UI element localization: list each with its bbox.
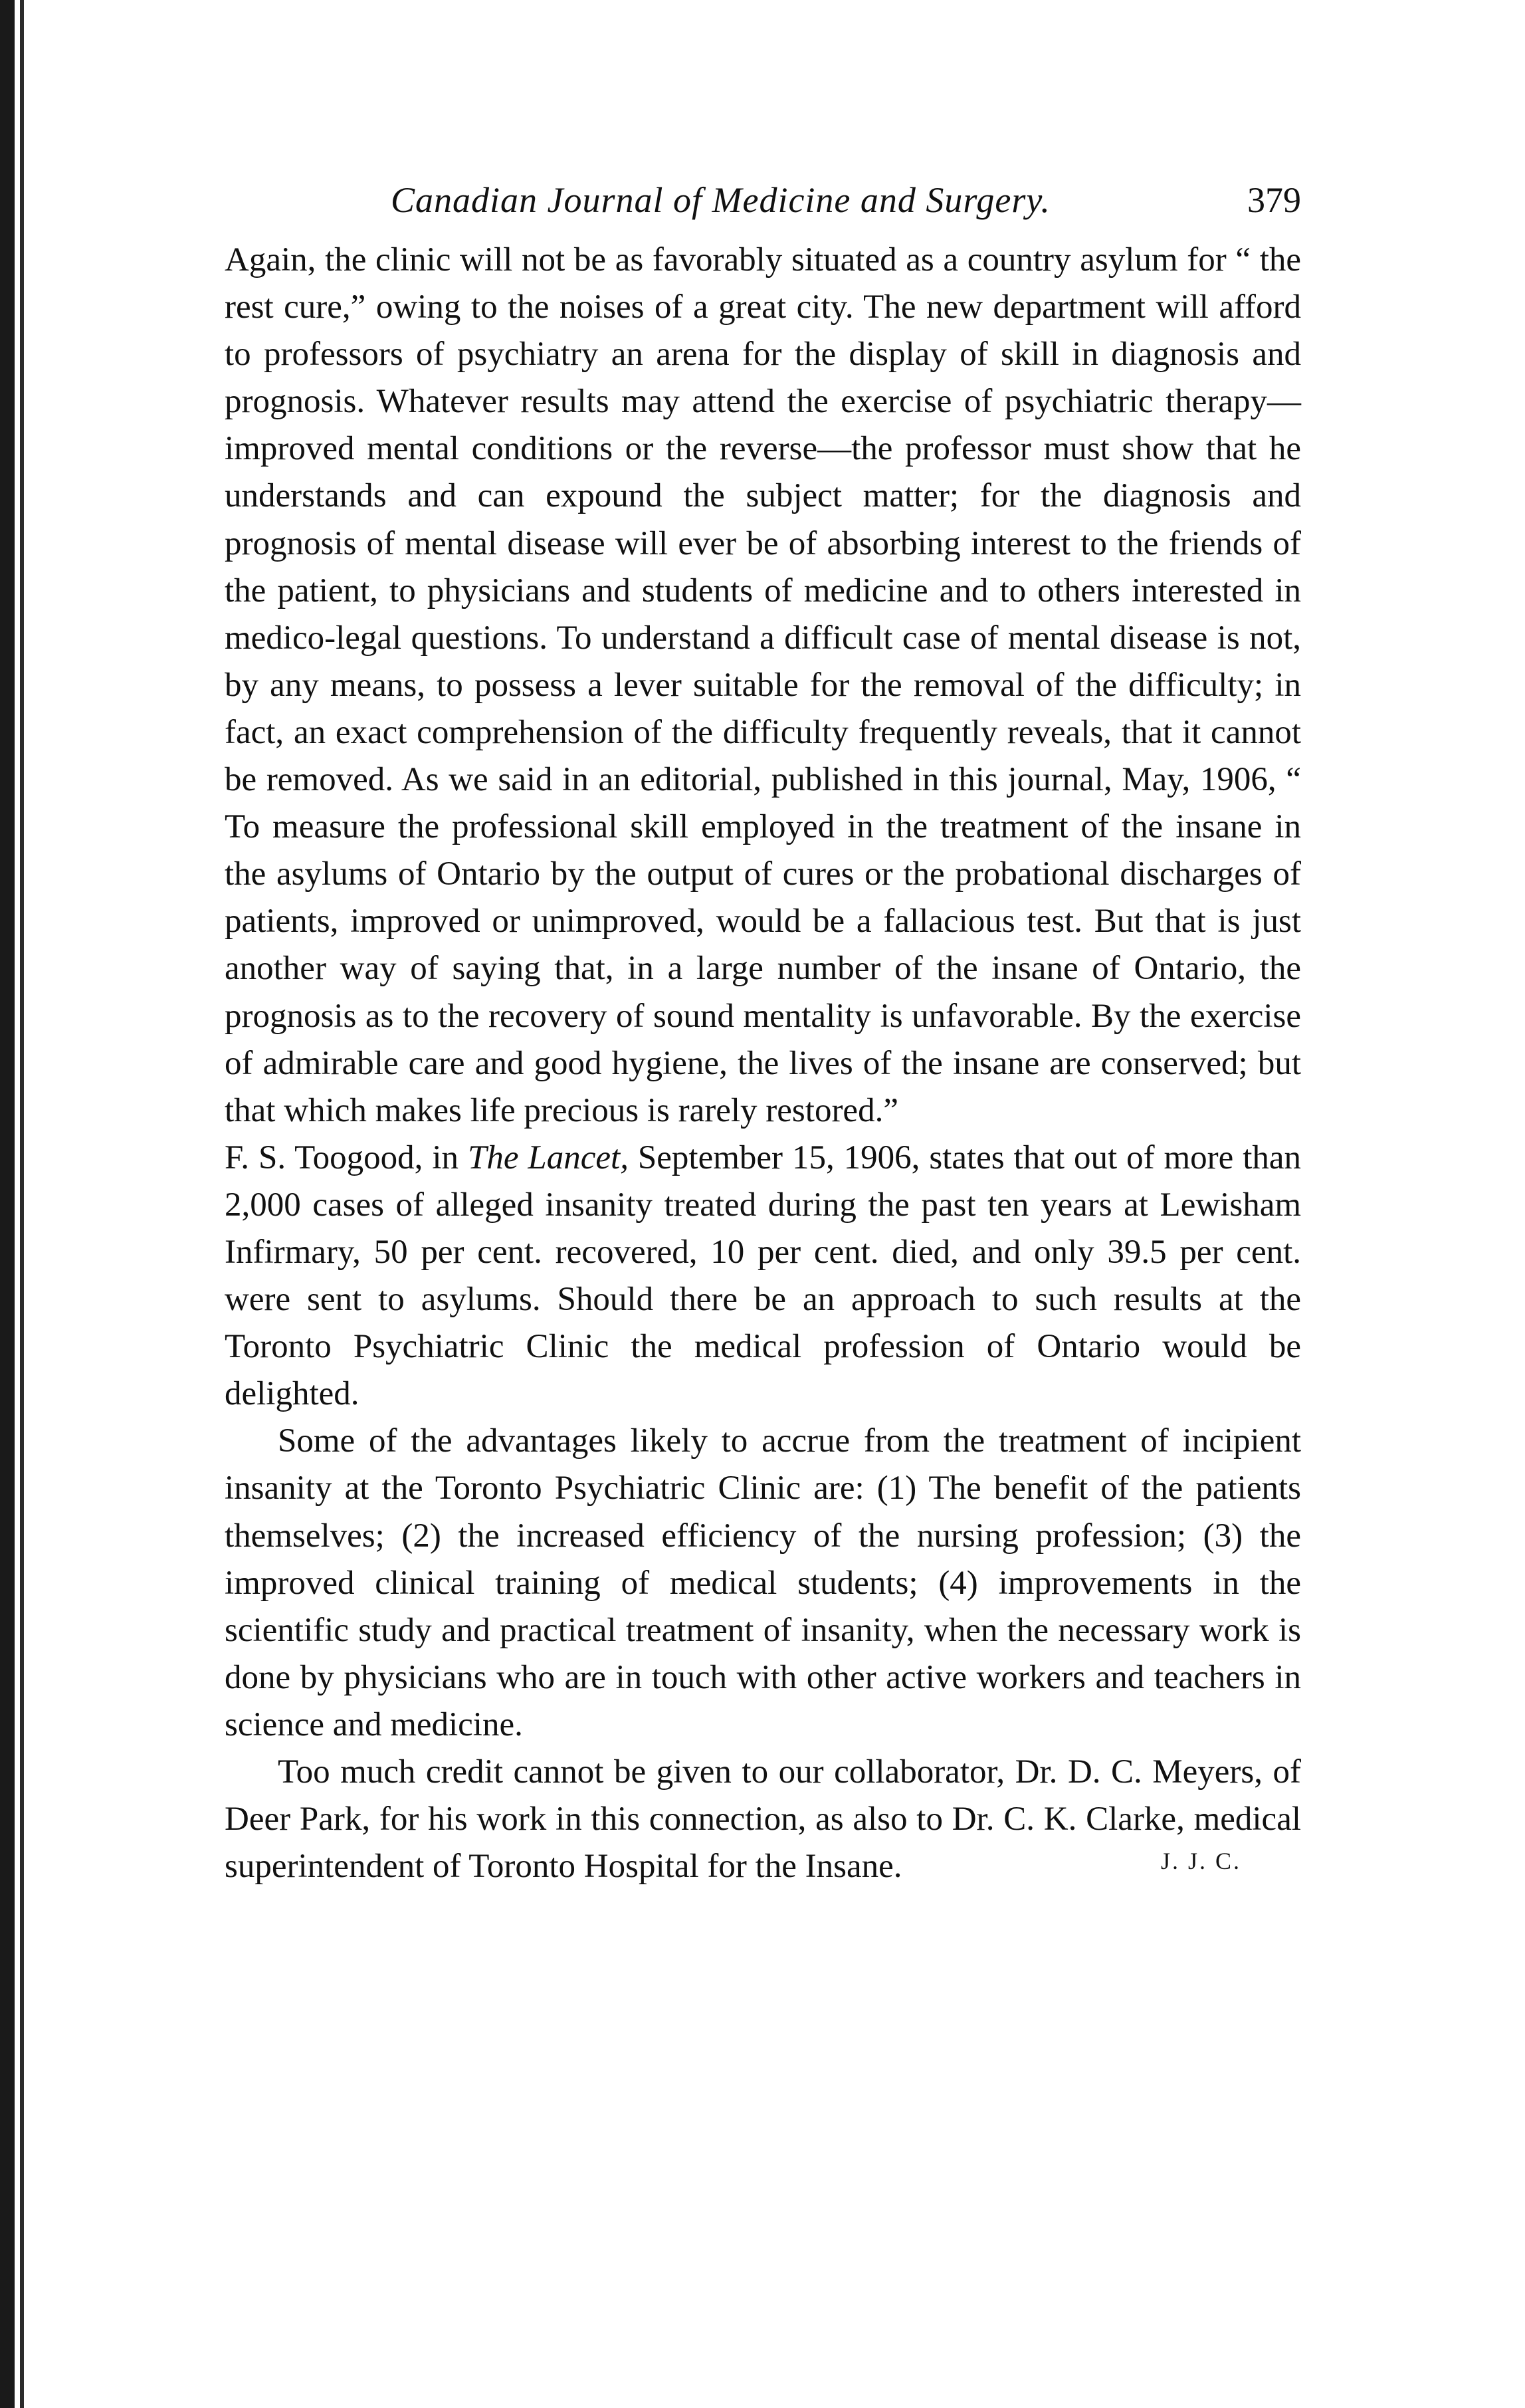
lancet-title: The Lancet, bbox=[467, 1139, 629, 1176]
paragraph-credit: Too much credit cannot be given to our collaborator, Dr. D. C. Meyers, of Deer Park, for his work in this connection, as also to Dr. C. K. Clarke, medical superintendent of Toronto Hospital for the Insane. bbox=[225, 1753, 1301, 1886]
paragraph-toogood-lancet bbox=[225, 1135, 1301, 1418]
toogood-intro: F. S. Toogood, in bbox=[225, 1139, 468, 1176]
running-title: Canadian Journal of Medicine and Surgery. bbox=[391, 180, 1051, 220]
paragraph-clinic-location: Again, the clinic will not be as favorably situated as a country asylum for “ the rest cure,” owing to the noises of a great city. The new department will afford to professors of psychiatry an arena for the display of skill in diagnosis and prognosis. Whatever results may attend the exercise of psychiatric therapy—improved mental conditions or the reverse—the professor must show that he understands and can expound the subject matter; for the diagnosis and prognosis of mental disease will ever be of absorbing interest to the friends of the patient, to physicians and students of medicine and to others interested in medico-legal questions. To understand a difficult case of mental disease is not, by any means, to possess a lever suitable for the removal of the difficulty; in fact, an exact comprehension of the difficulty frequently reveals, that it cannot be removed. As we said in an editorial, published in this journal, May, 1906, “ To measure the professional skill employed in the treatment of the insane in the asylums of Ontario by the output of cures or the probational discharges of patients, improved or unimproved, would be a fallacious test. But that is just another way of saying that, in a large number of the insane of Ontario, the prognosis as to the recovery of sound mentality is unfavorable. By the exercise of admirable care and good hygiene, the lives of the insane are conserved; but that which makes life precious is rarely restored.” bbox=[225, 241, 1301, 1129]
article-body bbox=[225, 237, 1301, 1890]
paragraph-advantages: Some of the advantages likely to accrue from the treatment of incipient insanity at the Toronto Psychiatric Clinic are: (1) The benefit of the patients themselves; (2) the increased efficiency of the nursing profession; (3) the improved clinical training of medical students; (4) improvements in the scientific study and practical treatment of insanity, when the necessary work is done by physicians who are in touch with other active workers and teachers in science and medicine. bbox=[225, 1422, 1301, 1743]
running-head bbox=[225, 179, 1301, 233]
toogood-statistics: September 15, 1906, states that out of more than 2,000 cases of alleged insanity treated during the past ten years at Lewisham Infirmary, 50 per cent. recovered, 10 per cent. died, and only 39.5 per cent. were sent to asylums. Should there be an approach to such results at the Toronto Psychiatric Clinic the medical profession of Ontario would be delighted. bbox=[225, 1139, 1302, 1413]
author-initials: J. J. C. bbox=[1160, 1848, 1241, 1875]
closing-paragraph-row bbox=[225, 1749, 1301, 1890]
binding-edge-line bbox=[20, 0, 24, 2408]
binding-edge bbox=[0, 0, 15, 2408]
page-number: 379 bbox=[1247, 180, 1301, 220]
journal-page bbox=[225, 179, 1301, 1890]
